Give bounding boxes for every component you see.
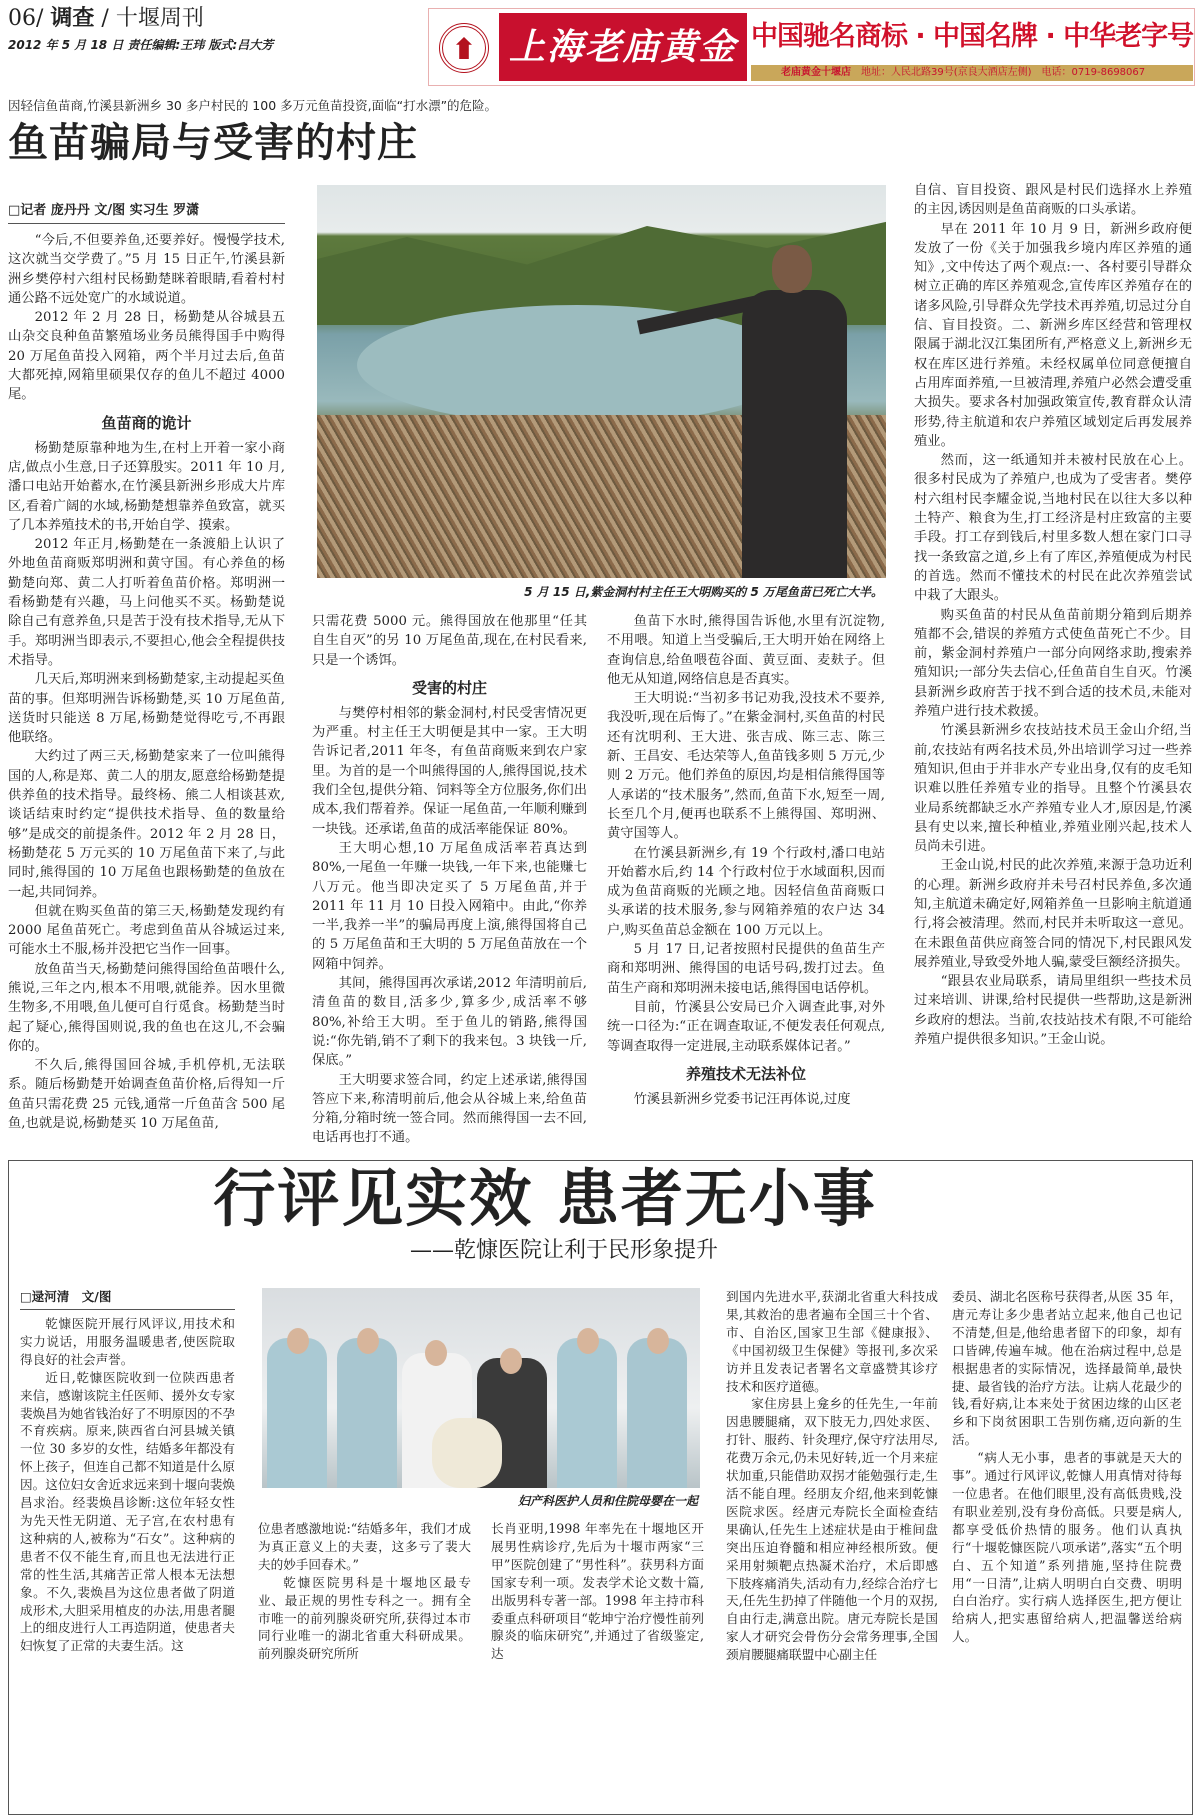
paragraph: 自信、盲目投资、跟风是村民们选择水上养殖的主因,诱因则是鱼苗商贩的口头承诺。 xyxy=(914,183,1192,218)
paragraph: 5 月 17 日,记者按照村民提供的鱼苗生产商和郑明洲、熊得国的电话号码,拨打过去。鱼苗生产商和郑明洲未接电话,熊得国电话停机。 xyxy=(607,942,885,996)
paragraph: 目前，竹溪县公安局已介入调查此事,对外统一口径为:“正在调查取证,不便发表任何观点,等调查取得一定进展,主动联系媒体记者。” xyxy=(607,999,885,1054)
advertorial-column-1 xyxy=(20,1315,235,1655)
article-column-3 xyxy=(607,612,885,1109)
advertorial-subtitle: ——乾慷医院让利于民形象提升 xyxy=(410,1238,719,1263)
paragraph: 乾慷医院男科是十堰地区最专业、最正规的男性专科之一。拥有全市唯一的前列腺炎研究所,获得过本市同行业唯一的湖北省重大科研成果。前列腺炎研究所所 xyxy=(258,1574,471,1662)
advertorial-column-3 xyxy=(491,1520,704,1663)
paragraph: 鱼苗下水时,熊得国告诉他,水里有沉淀物,不用喂。知道上当受骗后,王大明开始在网络上查询信息,给鱼喂苞谷面、黄豆面、麦麸子。但他无从知道,网络信息是否真实。 xyxy=(607,614,885,687)
ad-tagline: 中国驰名商标 · 中国名牌 · 中华老字号 xyxy=(751,21,1194,52)
article-column-4 xyxy=(914,181,1192,1049)
paper-name: 十堰周刊 xyxy=(115,6,204,31)
paragraph: 不久后,熊得国回谷城,手机停机,无法联系。随后杨勤楚开始调查鱼苗价格,后得知一斤鱼苗只需花费 25 元钱,通常一斤鱼苗含 500 尾鱼,也就是说,杨勤楚买 10 万尾鱼苗, xyxy=(8,1058,285,1132)
paragraph: 在竹溪县新洲乡,有 19 个行政村,潘口电站开始蓄水后,约 14 个行政村位于水域面积,因而成为鱼苗商贩的光顾之地。因轻信鱼苗商贩口头承诺的技术服务,参与网箱养殖的农户达 34 户,购买鱼苗总金额在 100 万元以上。 xyxy=(607,845,885,938)
paragraph: 王大明说:“当初多书记劝我,没技术不要养,我没听,现在后悔了。”在紫金洞村,买鱼苗的村民还有沈明利、王大进、张吉成、陈三志、陈三新、王昌安、毛达荣等人,鱼苗钱多则 5 万元,少则 2 万元。他们养鱼的原因,均是相信熊得国等人承诺的“技术服务”,然而,鱼苗下水,短至一周,长至几个月,便再也联系不上熊得国、郑明洲、黄守国等人。 xyxy=(607,691,886,842)
ad-store: 老庙黄金十堰店 xyxy=(781,67,851,78)
paragraph: 然而，这一纸通知并未被村民放在心上。很多村民成为了养殖户,也成为了受害者。樊停村六组村民李耀金说,当地村民在以往大多以种土特产、粮食为生,打工经济是村庄致富的主要手段。打工存到钱后,村里多数人想在家门口寻找一条致富之道,乡上有了库区,养殖便成为村民的首选。然而不懂技术的村民在此次养殖尝试中栽了大跟头。 xyxy=(914,453,1192,604)
medical-staff-with-mother-baby-photo xyxy=(262,1288,700,1488)
paragraph: 位患者感激地说:“结婚多年，我们才成为真正意义上的夫妻，这多亏了裴大夫的妙手回春术。” xyxy=(258,1521,471,1572)
page-number: 06/ xyxy=(8,6,44,31)
paragraph: 2012 年 2 月 28 日，杨勤楚从谷城县五山杂交良种鱼苗繁殖场业务员熊得国手中购得 20 万尾鱼苗投入网箱，两个半月过去后,鱼苗大都死掉,网箱里硕果仅存的鱼儿不超过 4000 尾。 xyxy=(8,310,285,403)
paragraph: 近日,乾慷医院收到一位陕西患者来信，感谢该院主任医师、援外女专家裴焕昌为她省钱治好了不明原因的不孕不育疾病。原来,陕西省白河县城关镇一位 30 多岁的女性，结婚多年都没有怀上孩子，但连自己都不知道是什么原因。这位妇女舍近求远来到十堰向裴焕昌求治。经裴焕昌诊断:这位年轻女性为先天性无阴道、无子宫,在农村患有这种病的人,被称为“石女”。这种病的患者不仅不能生育,而且也无法进行正常的性生活,其痛苦正常人根本无法想象。不久,裴焕昌为这位患者做了阴道成形术,大胆采用植皮的办法,用患者腿上的细皮进行人工再造阴道，使患者夫妇恢复了正常的夫妻生活。这 xyxy=(20,1369,235,1654)
advertorial-column-2 xyxy=(258,1520,471,1663)
paragraph: “跟县农业局联系，请局里组织一些技术员过来培训、讲课,给村民提供一些帮助,这是新洲乡政府的想法。当前,农技站技术有限,不可能给养殖户提供很多知识。”王金山说。 xyxy=(914,974,1192,1048)
paragraph: 但就在购买鱼苗的第三天,杨勤楚发现约有 2000 尾鱼苗死亡。考虑到鱼苗从谷城运过来,可能水土不服,杨并没把它当作一回事。 xyxy=(8,903,285,958)
dateline: 2012 年 5 月 18 日 责任编辑:王玮 版式:吕大芳 xyxy=(8,38,274,52)
advertorial-headline: 行评见实效 患者无小事 xyxy=(213,1162,877,1235)
article-byline: □记者 庞丹丹 文/图 实习生 罗潇 xyxy=(8,202,285,224)
article-column-1 xyxy=(8,231,285,1133)
article-column-2 xyxy=(312,612,587,1148)
paragraph: 杨勤楚原靠种地为生,在村上开着一家小商店,做点小生意,日子还算殷实。2011 年 10 月,潘口电站开始蓄水,在竹溪县新洲乡形成大片库区,看着广阔的水域,杨勤楚想靠养鱼致富，就买了几本养殖技术的书,开始自学、摸索。 xyxy=(8,440,285,533)
gold-advertisement[interactable] xyxy=(428,8,1195,86)
paragraph: 早在 2011 年 10 月 9 日，新洲乡政府便发放了一份《关于加强我乡境内库区养殖的通知》,文中传达了两个观点:一、各村要引导群众树立正确的库区养殖观念,宣传库区养殖存在的诸多风险,引导群众先学技术再养殖,切忌过分自信、盲目投资。二、新洲乡库区经营和管理权限属于湖北汉江集团所有,严格意义上,新洲乡无权在库区进行养殖。未经权属单位同意便擅自占用库面养殖,一旦被清理,养殖户必然会遭受重大损失。要求各村加强政策宣传,教育群众认清形势,待主航道和农户养殖区域划定后再发展养殖业。 xyxy=(914,221,1192,449)
paragraph: 乾慷医院开展行风评议,用技术和实力说话，用服务温暖患者,使医院取得良好的社会声誉。 xyxy=(20,1316,235,1367)
dead-fish-reservoir-photo xyxy=(317,185,886,578)
section-subheading: 受害的村庄 xyxy=(411,678,487,697)
paragraph: 到国内先进水平,获湖北省重大科技成果,其救治的患者遍布全国三十个省、市、自治区,国家卫生部《健康报》、《中国初级卫生保健》等报刊,多次采访并且发表记者署名文章盛赞其诊疗技术和医疗道德。 xyxy=(726,1289,938,1394)
paragraph: 王大明心想,10 万尾鱼成活率若真达到 80%,一尾鱼一年赚一块钱,一年下来,也能赚七八万元。他当即决定买了 5 万尾鱼苗,并于 2011 年 11 月 10 日投入网箱中。由此,“你养一半,我养一半”的骗局再度上演,熊得国将自己的 5 万尾鱼苗和王大明的 5 万尾鱼苗放在一个网箱中饲养。 xyxy=(312,840,587,972)
paragraph: “病人无小事，患者的事就是天大的事”。通过行风评议,乾慷人用真情对待每一位患者。在他们眼里,没有高低贵贱,没有职业差别,没有身份高低。只要是病人,都享受低价热情的服务。他们认真执行“十堰乾慷医院八项承诺”,落实“五个明白、五个知道”系列措施,坚持住院费用“一日清”,让病人明明白白交费、明明白白治疗。实行病人选择医生,把方便让给病人,把实惠留给病人,把温馨送给病人。 xyxy=(952,1450,1182,1645)
paragraph: 家住房县上龛乡的任先生,一年前因患腰腿痛，双下肢无力,四处求医、打针、服药、针灸理疗,保守疗法用尽,花费万余元,仍未见好转,近一个月来症状加重,只能借助双拐才能勉强行走,生活不能自理。经朋友介绍,他来到乾慷医院求医。经唐元寿院长全面检查结果确认,任先生上述症状是由于椎间盘突出压迫脊髓和相应神经根所致。便采用射频靶点热凝术治疗，术后即感下肢疼痛消失,活动有力,经综合治疗七天,任先生扔掉了伴随他一个月的双拐,自由行走,满意出院。唐元寿院长是国家人才研究会骨伤分会常务理事,全国颈肩腰腿痛联盟中心副主任 xyxy=(726,1396,938,1663)
ad-contact-strip xyxy=(751,65,1193,81)
section-name: 调查 xyxy=(50,6,95,31)
section-subheading: 养殖技术无法补位 xyxy=(685,1064,806,1083)
advertorial-column-4 xyxy=(726,1288,938,1664)
paragraph: 竹溪县新洲乡农技站技术员王金山介绍,当前,农技站有两名技术员,外出培训学习过一些养殖知识,但由于并非水产专业出身,仅有的皮毛知识难以胜任养殖专业的指导。且整个竹溪县农业局系统都缺乏水产养殖专业人才,原因是,竹溪县有史以来,擅长种植业,养殖业刚兴起,技术人员尚未引进。 xyxy=(914,723,1192,855)
paragraph: 只需花费 5000 元。熊得国放在他那里“任其自生自灭”的另 10 万尾鱼苗,现在,在村民看来,只是一个诱饵。 xyxy=(312,614,587,668)
article-deck: 因轻信鱼苗商,竹溪县新洲乡 30 多户村民的 100 多万元鱼苗投资,面临“打水漂”的危险。 xyxy=(8,98,498,113)
photo-caption: 5 月 15 日,紫金洞村村主任王大明购买的 5 万尾鱼苗已死亡大半。 xyxy=(524,585,883,599)
separator: / xyxy=(101,6,109,31)
photo-caption: 妇产科医护人员和住院母婴在一起 xyxy=(517,1494,698,1508)
ad-address: 地址：人民北路39号(京良大酒店左侧) xyxy=(861,67,1032,78)
ad-brand: 上海老庙黄金 xyxy=(499,13,747,81)
paragraph: 长肖亚明,1998 年率先在十堰地区开展男性病诊疗,先后为十堰市两家“三甲”医院创建了“男性科”。获男科方面国家专利一项。发表学术论文数十篇,出版男科专著一部。1998 年主持市科委重点科研项目“乾坤宁治疗慢性前列腺炎的临床研究”,并通过了省级鉴定,达 xyxy=(491,1521,704,1662)
section-header xyxy=(8,6,204,32)
pavilion-logo-icon xyxy=(433,13,497,81)
paragraph: 委员、湖北名医称号获得者,从医 35 年，唐元寿让多少患者站立起来,他自己也记不清楚,但是,他给患者留下的印象，却有口皆碑,传遍车城。他在治病过程中,总是根据患者的实际情况，选择最简单,最快捷、最省钱的治疗方法。让病人花最少的钱,看好病,让本来处于贫困边缘的山区老乡和下岗贫困职工告别伤痛,迈向新的生活。 xyxy=(952,1289,1182,1448)
section-subheading: 鱼苗商的诡计 xyxy=(101,413,192,432)
paragraph: “今后,不但要养鱼,还要养好。慢慢学技术,这次就当交学费了。”5 月 15 日正午,竹溪县新洲乡樊停村六组村民杨勤楚眯着眼睛,看着村村通公路不远处宽广的水域说道。 xyxy=(8,233,285,306)
paragraph: 2012 年正月,杨勤楚在一条渡船上认识了外地鱼苗商贩郑明洲和黄守国。有心养鱼的杨勤楚向郑、黄二人打听着鱼苗价格。郑明洲一看杨勤楚有兴趣，马上问他买不买。杨勤楚说除自己有意养鱼,只是苦于没有技术指导,无从下手。郑明洲当即表示,不要担心,他会全程提供技术指导。 xyxy=(8,537,285,668)
paragraph: 王大明要求签合同，约定上述承诺,熊得国答应下来,称清明前后,他会从谷城上来,给鱼苗分箱,分箱时统一签合同。然而熊得国一去不回,电话再也打不通。 xyxy=(312,1072,587,1146)
paragraph: 放鱼苗当天,杨勤楚问熊得国给鱼苗喂什么,熊说,三年之内,根本不用喂,就能养。因水里微生物多,不用喂,鱼儿便可自行觅食。杨勤楚当时起了疑心,熊得国则说,我的鱼也在这儿,不会骗你的。 xyxy=(8,961,285,1054)
paragraph: 王金山说,村民的此次养殖,来源于急功近利的心理。新洲乡政府并未号召村民养鱼,多次通知,主航道未确定好,网箱养鱼一旦影响主航道通行,将会被清理。然而,村民并未听取这一意见。在未跟鱼苗供应商签合同的情况下,村民跟风发展养殖业,导致受外地人骗,蒙受巨额经济损失。 xyxy=(914,858,1192,970)
paragraph: 与樊停村相邻的紫金洞村,村民受害情况更为严重。村主任王大明便是其中一家。王大明告诉记者,2011 年冬，有鱼苗商贩来到农户家里。为首的是一个叫熊得国的人,熊得国说,技术我们全包,提供分箱、饲料等全方位服务,你们出成本,我们帮着养。保证一尾鱼苗,一年顺利赚到一块钱。还承诺,鱼苗的成活率能保证 80%。 xyxy=(312,705,587,837)
paragraph: 购买鱼苗的村民从鱼苗前期分箱到后期养殖都不会,错误的养殖方式使鱼苗死亡不少。目前，紫金洞村养殖户一部分向网络求助,搜索养殖知识;一部分失去信心,任鱼苗自生自灭。竹溪县新洲乡政府苦于找不到合适的技术员,未能对养殖户进行技术救援。 xyxy=(914,607,1192,720)
article-headline: 鱼苗骗局与受害的村庄 xyxy=(8,119,418,166)
advertorial-section xyxy=(0,1160,1200,1817)
paragraph: 其间，熊得国再次承诺,2012 年清明前后,清鱼苗的数目,活多少,算多少,成活率不够 80%,补给王大明。至于鱼儿的销路,熊得国说:“你先销,销不了剩下的我来包。3 块钱一斤,保底。” xyxy=(312,976,587,1069)
paragraph: 大约过了两三天,杨勤楚家来了一位叫熊得国的人,称是郑、黄二人的朋友,愿意给杨勤楚提供养鱼的技术指导。最终杨、熊二人相谈甚欢,谈话结束时约定“提供技术指导、鱼的数量给够”是成交的前提条件。2012 年 2 月 28 日，杨勤楚花 5 万元买的 10 万尾鱼苗下来了,与此同时,熊得国的 10 万尾鱼也跟杨勤楚的鱼放在一起,共同饲养。 xyxy=(8,749,285,900)
paragraph: 竹溪县新洲乡党委书记汪再体说,过度 xyxy=(633,1091,851,1107)
paragraph: 几天后,郑明洲来到杨勤楚家,主动提起买鱼苗的事。但郑明洲告诉杨勤楚,买 10 万尾鱼苗,送货时只能送 8 万尾,杨勤楚觉得吃亏,不再跟他联络。 xyxy=(8,672,285,746)
ad-phone: 电话：0719-8698067 xyxy=(1041,67,1146,78)
advertorial-byline: □逯河清 文/图 xyxy=(20,1288,235,1310)
advertorial-column-5 xyxy=(952,1288,1182,1646)
